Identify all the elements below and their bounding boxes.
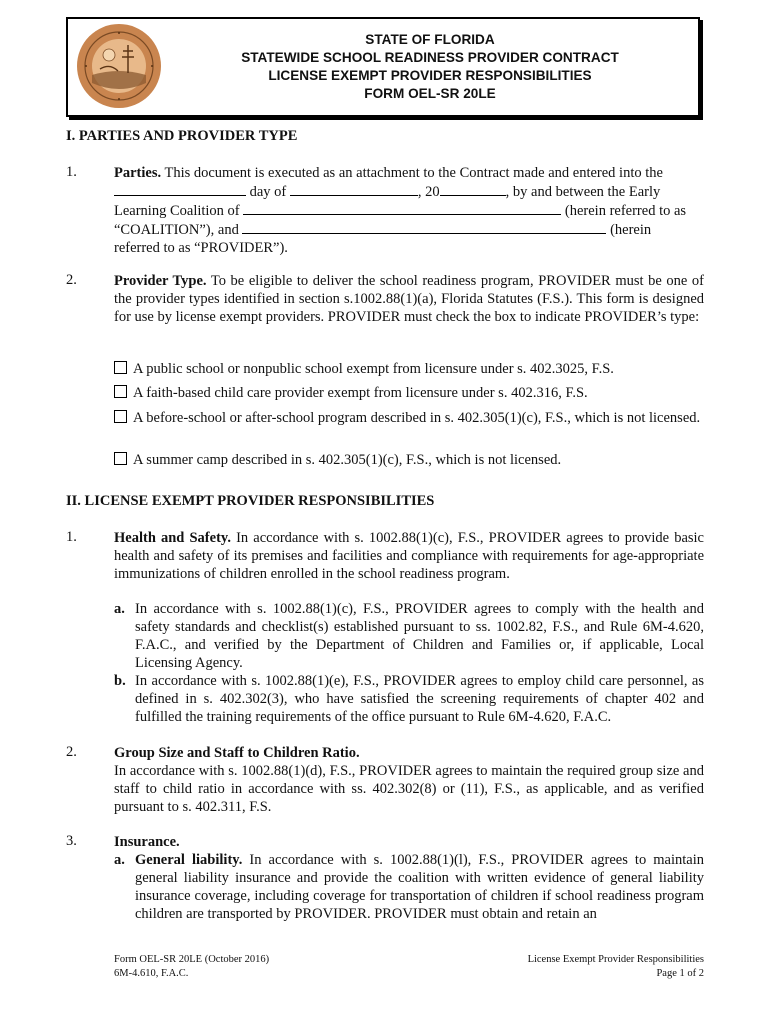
parties-text: “COALITION”), and <box>114 222 243 238</box>
item-number: 1. <box>66 164 77 180</box>
public-school-checkbox[interactable] <box>114 361 127 374</box>
header-line-responsibilities: LICENSE EXEMPT PROVIDER RESPONSIBILITIES <box>268 68 592 83</box>
coalition-name-field[interactable] <box>243 201 561 215</box>
provider-type-option <box>114 409 704 427</box>
provider-type-paragraph <box>114 272 704 326</box>
provider-type-text: To be eligible to deliver the school readiness program, PROVIDER must be one of the provider types identified in section s.1002.88(1)(a), Florida Statutes (F.S.). This form is designed for use by license exempt providers. PROVIDER must check the box to indicate PROVIDER’s type: <box>114 273 704 325</box>
date-day-field[interactable] <box>114 182 246 196</box>
page-number: Page 1 of 2 <box>656 968 704 979</box>
parties-heading: Parties. <box>114 165 162 181</box>
date-month-field[interactable] <box>290 182 418 196</box>
general-liability-heading: General liability. <box>135 852 243 868</box>
health-safety-sub-a <box>114 600 704 672</box>
provider-name-field[interactable] <box>242 220 606 234</box>
insurance-sub-a <box>114 851 704 923</box>
parties-text: referred to as “PROVIDER”). <box>114 240 288 256</box>
provider-type-option <box>114 384 704 402</box>
insurance-heading: Insurance. <box>114 834 180 850</box>
header-line-form-number: FORM OEL-SR 20LE <box>364 86 496 101</box>
health-safety-heading: Health and Safety. <box>114 530 231 546</box>
footer-form-id: Form OEL-SR 20LE (October 2016) <box>114 954 270 965</box>
parties-text: This document is executed as an attachment to the Contract made and entered into the <box>161 165 663 181</box>
sub-item-label: a. <box>114 601 125 617</box>
provider-type-option <box>114 451 704 469</box>
header-line-contract: STATEWIDE SCHOOL READINESS PROVIDER CONTRACT <box>241 50 619 65</box>
insurance-heading-block <box>114 833 704 851</box>
form-header <box>66 17 700 117</box>
item-number: 1. <box>66 529 77 545</box>
sub-item-label: b. <box>114 673 126 689</box>
footer-right <box>528 953 704 981</box>
footer-title: License Exempt Provider Responsibilities <box>527 954 704 965</box>
item-number: 3. <box>66 833 77 849</box>
parties-text: (herein referred to as <box>561 203 687 219</box>
group-size-text: In accordance with s. 1002.88(1)(d), F.S., PROVIDER agrees to maintain the required group size and staff to child ratio in accordance with ss. 402.302(8) or (11), F.S., as applicable, and as verified pursuant to s. 402.311, F.S. <box>114 763 704 815</box>
footer-left <box>114 953 269 981</box>
section-2-title: II. LICENSE EXEMPT PROVIDER RESPONSIBILITIES <box>66 493 435 509</box>
item-number: 2. <box>66 744 77 760</box>
provider-type-heading: Provider Type. <box>114 273 207 289</box>
sub-item-text: In accordance with s. 1002.88(1)(e), F.S., PROVIDER agrees to employ child care personnel, as defined in s. 402.302(3), who have satisfied the screening requirements of chapter 402 and fulfilled the training requirements of the office pursuant to Rule 6M-4.620, F.A.C. <box>135 673 704 725</box>
footer-rule: 6M-4.610, F.A.C. <box>114 968 189 979</box>
faith-based-checkbox[interactable] <box>114 385 127 398</box>
section-1-title: I. PARTIES AND PROVIDER TYPE <box>66 128 298 144</box>
health-safety-paragraph <box>114 529 704 583</box>
parties-text: Learning Coalition of <box>114 203 244 219</box>
option-label: A public school or nonpublic school exempt from licensure under s. 402.3025, F.S. <box>133 361 614 377</box>
group-size-heading: Group Size and Staff to Children Ratio. <box>114 745 360 761</box>
header-line-state: STATE OF FLORIDA <box>365 32 495 47</box>
option-label: A summer camp described in s. 402.305(1)(c), F.S., which is not licensed. <box>133 452 562 468</box>
option-label: A before-school or after-school program described in s. 402.305(1)(c), F.S., which is not licensed. <box>133 410 701 426</box>
before-after-school-checkbox[interactable] <box>114 410 127 423</box>
health-safety-text: In accordance with s. 1002.88(1)(c), F.S., PROVIDER agrees to provide basic health and safety of its premises and facilities and compliance with requirements for age-appropriate immunizations of children enrolled in the school readiness program. <box>114 530 704 582</box>
parties-paragraph <box>114 164 704 257</box>
sub-item-text: In accordance with s. 1002.88(1)(l), F.S., PROVIDER agrees to maintain general liability insurance and provide the coalition with written evidence of general liability insurance coverage, including coverage for transportation of children if school readiness program children are transported by PROVIDER. PROVIDER must obtain and retain an <box>135 852 704 922</box>
parties-text: (herein <box>606 222 652 238</box>
parties-text: , by and between the Early <box>505 184 661 200</box>
item-number: 2. <box>66 272 77 288</box>
sub-item-label: a. <box>114 852 125 868</box>
parties-text: day of <box>246 184 290 200</box>
florida-state-seal-icon <box>76 23 162 109</box>
provider-type-option <box>114 360 704 378</box>
sub-item-text: In accordance with s. 1002.88(1)(c), F.S., PROVIDER agrees to comply with the health and safety standards and checklist(s) established pursuant to ss. 1002.82, F.S., and Rule 6M-4.620, F.A.C., and verified by the Department of Children and Families or, if applicable, Local Licensing Agency. <box>135 601 704 671</box>
option-label: A faith-based child care provider exempt from licensure under s. 402.316, F.S. <box>133 385 588 401</box>
summer-camp-checkbox[interactable] <box>114 452 127 465</box>
parties-text: , 20 <box>417 184 440 200</box>
group-size-paragraph <box>114 744 704 816</box>
health-safety-sub-b <box>114 672 704 726</box>
date-year-field[interactable] <box>440 182 506 196</box>
